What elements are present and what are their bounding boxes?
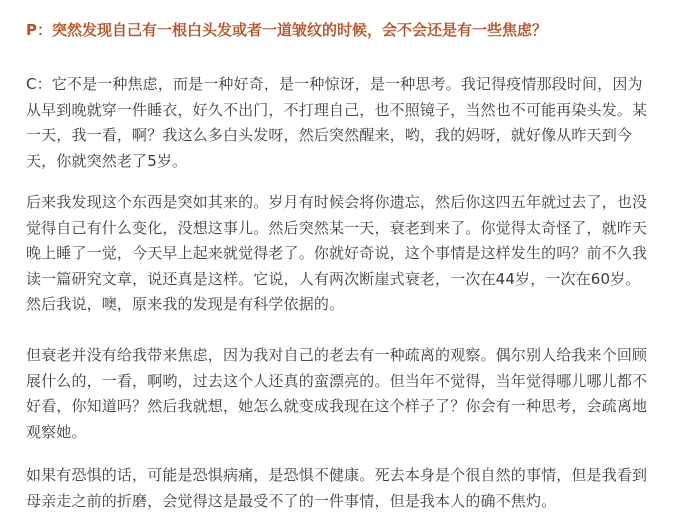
paragraph-line: 觉得自己有什么变化，没想这事儿。然后突然某一天，衰老到来了。你觉得太奇怪了，就昨天 (26, 218, 648, 237)
paragraph-line: 一天，我一看，啊？我这么多白头发呀，然后突然醒来，哟，我的妈呀，就好像从昨天到今 (26, 126, 633, 144)
paragraph-line: C：它不是一种焦虑，而是一种好奇，是一种惊讶，是一种思考。我记得疫情那段时间，因为 (26, 75, 643, 93)
answer-paragraph-2 (26, 190, 647, 318)
answer-paragraph-1 (26, 72, 647, 174)
paragraph-line: 天，你就突然老了5岁。 (26, 151, 188, 170)
paragraph-line: 好看，你知道吗？然后我就想，她怎么就变成我现在这个样子了？你会有一种思考，会疏离地 (26, 397, 648, 415)
paragraph-line: 展什么的，一看，啊哟，过去这个人还真的蛮漂亮的。但当年不觉得，当年觉得哪儿哪儿都不 (26, 371, 648, 390)
interview-question: P：突然发现自己有一根白头发或者一道皱纹的时候，会不会还是有一些焦虑？ (26, 21, 547, 39)
paragraph-line: 从早到晚就穿一件睡衣，好久不出门，不打理自己，也不照镜子，当然也不可能再染头发。某 (26, 100, 648, 119)
paragraph-line: 如果有恐惧的话，可能是恐惧病痛，是恐惧不健康。死去本身是个很自然的事情，但是我看到 (26, 466, 648, 484)
paragraph-line: 但衰老并没有给我带来焦虑，因为我对自己的老去有一种疏离的观察。偶尔别人给我来个回顾 (26, 346, 648, 364)
paragraph-line: 后来我发现这个东西是突如其来的。岁月有时候会将你遗忘，然后你这四五年就过去了，也没 (26, 193, 648, 211)
paragraph-line: 母亲走之前的折磨，会觉得这是最受不了的一件事情，但是我本人的确不焦灼。 (26, 491, 557, 510)
answer-paragraph-3 (26, 343, 647, 445)
paragraph-line: 读一篇研究文章，说还真是这样。它说，人有两次断崖式衰老，一次在44岁，一次在60岁。 (26, 269, 641, 288)
answer-paragraph-4 (26, 463, 647, 513)
paragraph-line: 然后我说，噢，原来我的发现是有科学依据的。 (26, 295, 345, 313)
paragraph-line: 晚上睡了一觉，今天早上起来就觉得老了。你就好奇说，这个事情是这样发生的吗？前不久我 (26, 244, 648, 262)
paragraph-line: 观察她。 (26, 422, 87, 441)
